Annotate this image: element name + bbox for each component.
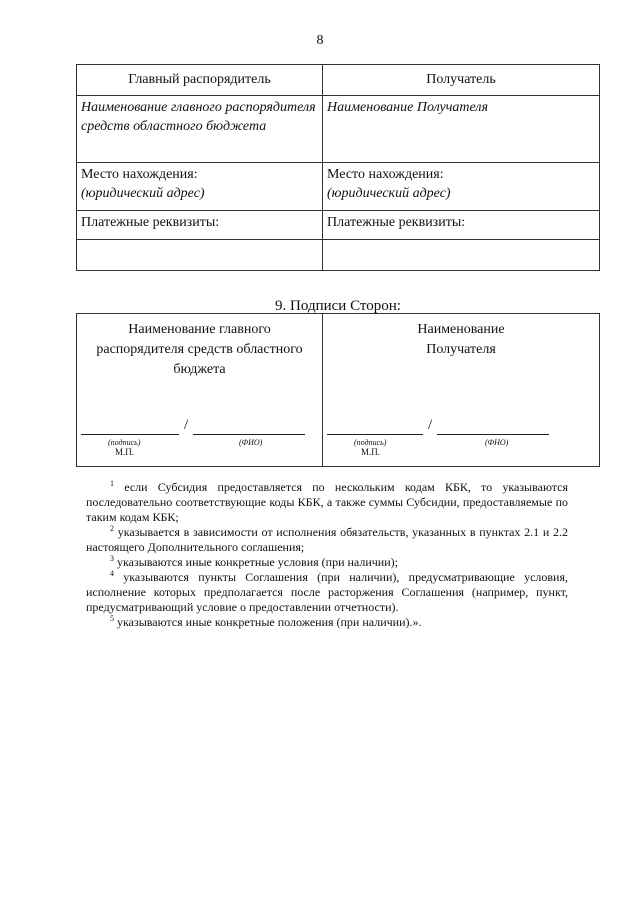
recipient-payment-details (323, 240, 600, 271)
footnote-text: указывается в зависимости от исполнения обязательств, указанных в пунктах 2.1 и 2.2 настоящего Дополнительного соглашения; (86, 525, 568, 554)
signature-underline (327, 434, 423, 435)
chief-administrator-location (77, 163, 323, 211)
signatures-table (76, 313, 600, 467)
footnote-4 (86, 570, 568, 615)
recipient-name: Наименование Получателя (323, 96, 600, 163)
fio-hint: (ФНО) (485, 438, 509, 447)
signature-underline (81, 434, 179, 435)
chief-administrator-name: Наименование главного распорядителя средств областного бюджета (77, 96, 323, 163)
fio-underline (437, 434, 549, 435)
footnote-mark: 5 (110, 614, 114, 623)
header-chief-administrator: Главный распорядитель (77, 65, 323, 96)
signature-line (327, 414, 595, 436)
title-line: Наименование (417, 322, 505, 337)
title-line: распорядителя средств областного (96, 342, 303, 357)
title-line: Наименование главного (128, 322, 271, 337)
location-note: (юридический адрес) (81, 186, 205, 201)
title-line: бюджета (173, 362, 226, 377)
footnote-2 (86, 525, 568, 555)
footnote-text: если Субсидия предоставляется по нескольким кодам КБК, то указываются последовательно соответствующие коды КБК, а также суммы Субсидии, предоставляемые по таким кодам КБК; (86, 480, 568, 524)
signature-hint: (подпись) (354, 438, 387, 447)
footnote-1 (86, 480, 568, 525)
footnote-text: указываются пункты Соглашения (при наличии), предусматривающие условия, исполнение которых предполагается после расторжения Соглашения (например, пункт, предусматривающий условие о предоставлении отчетности). (86, 570, 569, 614)
signature-hint: (подпись) (108, 438, 141, 447)
fio-underline (193, 434, 305, 435)
location-label: Место нахождения: (81, 167, 198, 182)
signature-party-title (323, 320, 599, 360)
fio-hint: (ФИО) (239, 438, 263, 447)
footnote-text: указываются иные конкретные положения (при наличии).». (117, 615, 422, 629)
signature-party-title (77, 320, 322, 380)
footnote-3 (86, 555, 568, 570)
signature-cell-recipient (323, 314, 600, 467)
signature-cell-chief-administrator (77, 314, 323, 467)
stamp-place: М.П. (115, 447, 135, 457)
recipient-payment-label: Платежные реквизиты: (323, 211, 600, 240)
header-recipient: Получатель (323, 65, 600, 96)
footnote-mark: 3 (110, 554, 114, 563)
footnote-text: указываются иные конкретные условия (при наличии); (117, 555, 398, 569)
slash-separator: / (184, 417, 189, 433)
footnote-5 (86, 615, 568, 630)
signature-line (81, 414, 317, 436)
chief-administrator-payment-label: Платежные реквизиты: (77, 211, 323, 240)
stamp-place: М.П. (361, 447, 381, 457)
slash-separator: / (428, 417, 433, 433)
requisites-table (76, 64, 600, 271)
footnote-mark: 1 (110, 479, 114, 488)
footnotes (86, 480, 568, 630)
chief-administrator-payment-details (77, 240, 323, 271)
page-number: 8 (316, 33, 324, 48)
location-note: (юридический адрес) (327, 186, 451, 201)
location-label: Место нахождения: (327, 167, 444, 182)
section-title: 9. Подписи Сторон: (275, 298, 401, 314)
title-line: Получателя (426, 342, 496, 357)
footnote-mark: 4 (110, 569, 114, 578)
footnote-mark: 2 (110, 524, 114, 533)
recipient-location (323, 163, 600, 211)
